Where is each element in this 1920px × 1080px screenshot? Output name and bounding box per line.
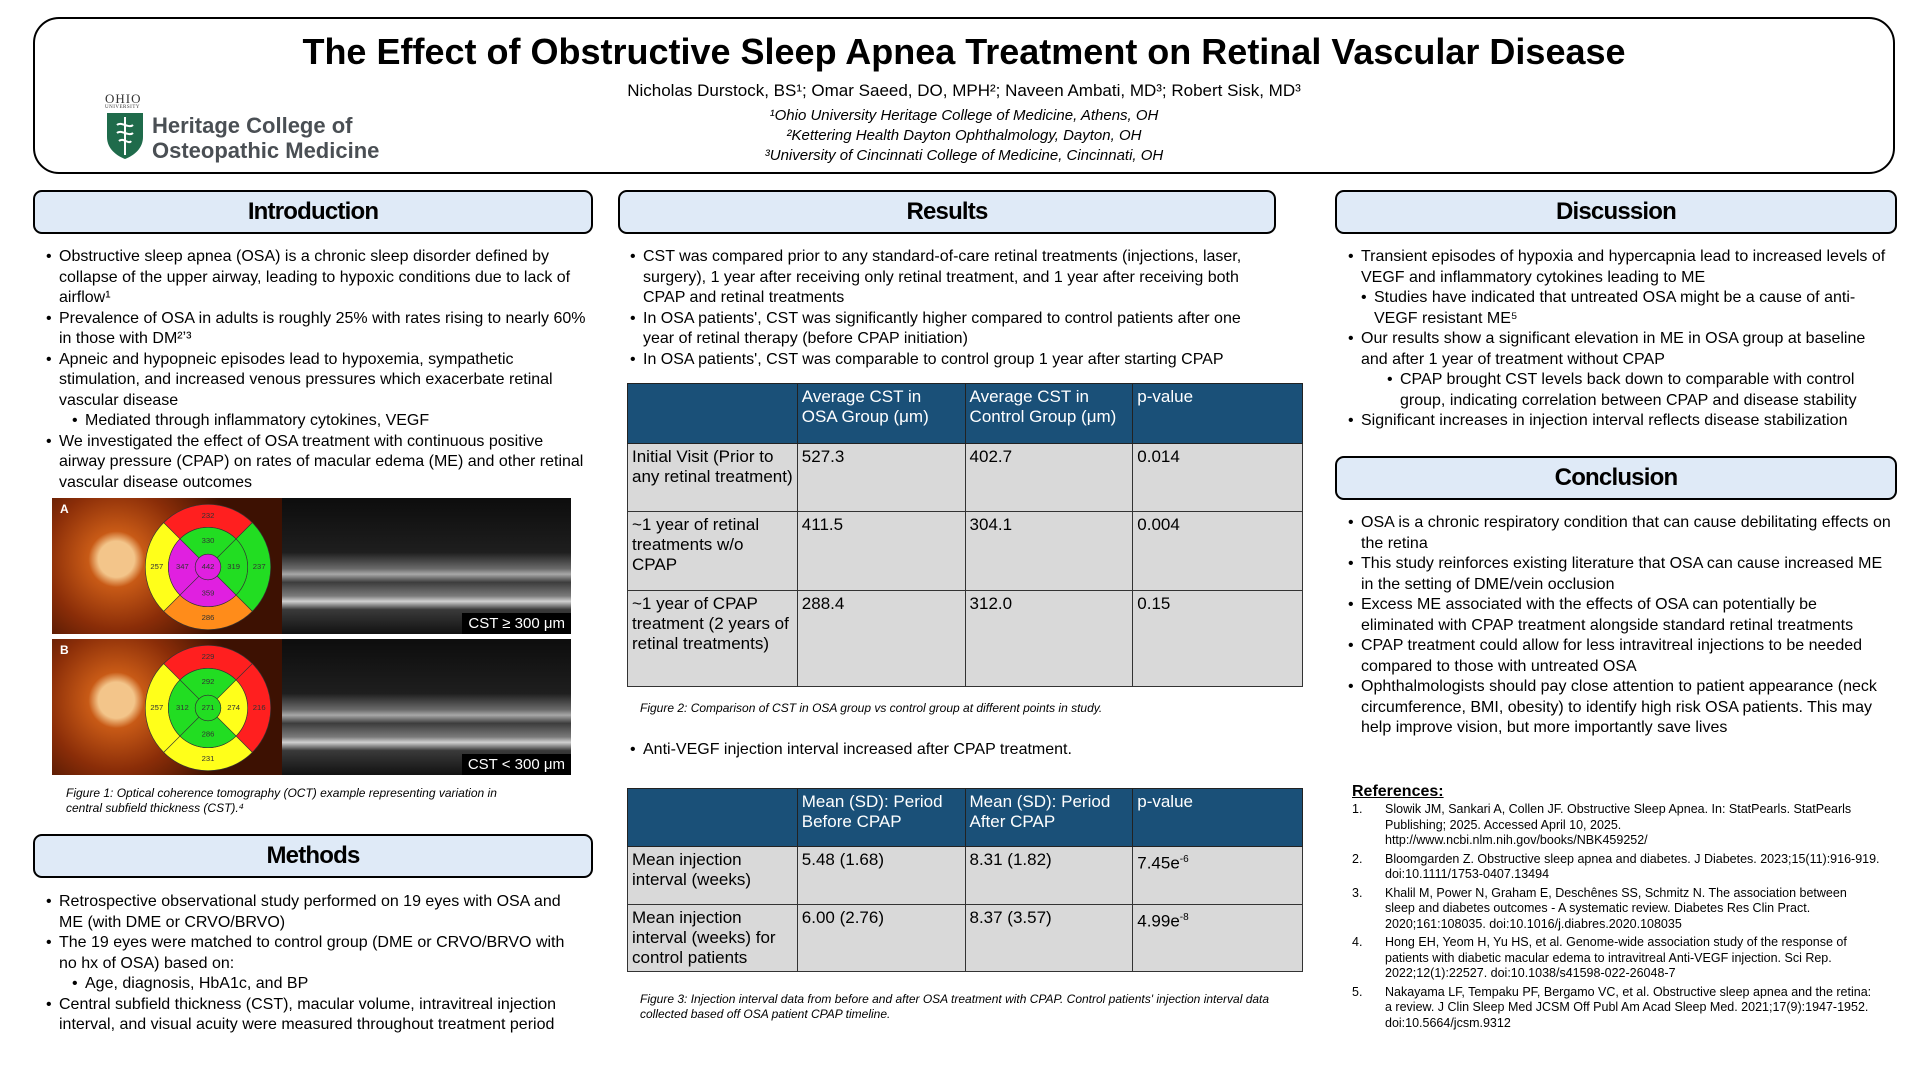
table-header-cell bbox=[628, 789, 798, 847]
logo-college-name: Heritage College of Osteopathic Medicine bbox=[152, 113, 380, 163]
cst-badge: CST < 300 μm bbox=[462, 754, 571, 775]
table-cell bbox=[1133, 847, 1303, 905]
figure-1-oct bbox=[52, 498, 571, 778]
table-cell: 8.31 (1.82) bbox=[965, 847, 1133, 905]
methods-list bbox=[46, 892, 586, 1036]
figure-2-caption: Figure 2: Comparison of CST in OSA group vs control group at different points in study. bbox=[640, 701, 1103, 715]
table-cell: 0.15 bbox=[1133, 591, 1303, 687]
table-header-cell bbox=[628, 384, 798, 444]
table-cell: 411.5 bbox=[797, 512, 965, 591]
poster-header bbox=[33, 17, 1895, 174]
reference-item: 4. Hong EH, Yeom H, Yu HS, et al. Genome-wide association study of the response of patients with diabetic macular edema to intravitreal Anti-VEGF injection. Sci Rep. 2022;12(1):22527. doi:10.1038/s41598-022-26048-7 bbox=[1352, 935, 1847, 980]
p-value-mantissa: 4.99e bbox=[1137, 911, 1180, 931]
table-header-cell: Average CST in OSA Group (μm) bbox=[797, 384, 965, 444]
list-item: • We investigated the effect of OSA treatment with continuous positive airway pressure (CPAP) on rates of macular edema (ME) and other retinal vascular disease outcomes bbox=[46, 432, 586, 494]
inner-right-value: 319 bbox=[227, 562, 241, 572]
list-item: • Transient episodes of hypoxia and hypercapnia lead to increased levels of VEGF and inflammatory cytokines leading to ME bbox=[1348, 247, 1893, 288]
p-value-mantissa: 7.45e bbox=[1137, 853, 1180, 873]
affiliation-3: ³University of Cincinnati College of Medicine, Cincinnati, OH bbox=[764, 147, 1164, 164]
list-item: • CPAP brought CST levels back down to comparable with control group, indicating correlation between CPAP and disease stability bbox=[1387, 370, 1893, 411]
table-cell: 0.004 bbox=[1133, 512, 1303, 591]
table-cell: 0.014 bbox=[1133, 444, 1303, 512]
panel-letter: B bbox=[60, 643, 69, 657]
panel-letter: A bbox=[60, 502, 69, 516]
inner-right-value: 274 bbox=[227, 703, 241, 713]
table-cell: 312.0 bbox=[965, 591, 1133, 687]
references-list bbox=[1352, 802, 1880, 1034]
table-cell: ~1 year of retinal treatments w/o CPAP bbox=[628, 512, 798, 591]
table-cell: 6.00 (2.76) bbox=[797, 905, 965, 972]
table-cell: 402.7 bbox=[965, 444, 1133, 512]
etdrs-map bbox=[144, 503, 272, 631]
outer-left-value: 257 bbox=[150, 562, 164, 572]
list-item: • Central subfield thickness (CST), macular volume, intravitreal injection interval, and visual acuity were measured throughout treatment period bbox=[46, 995, 586, 1036]
table-cell: 5.48 (1.68) bbox=[797, 847, 965, 905]
table-row bbox=[628, 905, 1303, 972]
list-item: • Apneic and hypopneic episodes lead to hypoxemia, sympathetic stimulation, and increased venous pressures which exacerbate retinal vascular disease bbox=[46, 350, 586, 412]
inner-top-value: 292 bbox=[201, 676, 215, 686]
inner-bottom-value: 286 bbox=[201, 729, 215, 739]
etdrs-map bbox=[144, 644, 272, 772]
outer-bottom-value: 286 bbox=[201, 613, 215, 623]
list-item: • Age, diagnosis, HbA1c, and BP bbox=[72, 974, 586, 995]
list-item: • CST was compared prior to any standard-of-care retinal treatments (injections, laser, surgery), 1 year after receiving only retinal treatment, and 1 year after receiving both CPAP and retinal treatments bbox=[630, 247, 1270, 309]
reference-item: 1. Slowik JM, Sankari A, Collen JF. Obstructive Sleep Apnea. In: StatPearls. StatPearls Publishing; 2025. Accessed April 10, 2025. http://www.ncbi.nlm.nih.gov/books/NBK459252/ bbox=[1352, 802, 1852, 847]
table-cell: 527.3 bbox=[797, 444, 965, 512]
outer-bottom-value: 231 bbox=[201, 754, 215, 764]
table-cell: 304.1 bbox=[965, 512, 1133, 591]
table-cell: 8.37 (3.57) bbox=[965, 905, 1133, 972]
figure-3-caption: Figure 3: Injection interval data from before and after OSA treatment with CPAP. Control patients' injection interval data collected based off OSA patient CPAP timeline. bbox=[640, 992, 1270, 1021]
figure-1-caption: Figure 1: Optical coherence tomography (OCT) example representing variation in central subfield thickness (CST).⁴ bbox=[66, 786, 497, 815]
affiliation-2: ²Kettering Health Dayton Ophthalmology, Dayton, OH bbox=[786, 127, 1142, 144]
conclusion-list bbox=[1348, 513, 1893, 739]
list-item: • In OSA patients', CST was significantly higher compared to control patients after one year of retinal therapy (before CPAP initiation) bbox=[630, 309, 1270, 350]
list-item: • Our results show a significant elevation in ME in OSA group at baseline and after 1 year of treatment without CPAP bbox=[1348, 329, 1893, 370]
cst-badge: CST ≥ 300 μm bbox=[462, 613, 571, 634]
introduction-list bbox=[46, 247, 586, 493]
results-injection-list bbox=[630, 740, 1270, 761]
list-item: • Significant increases in injection interval reflects disease stabilization bbox=[1348, 411, 1893, 432]
list-item: • This study reinforces existing literature that OSA can cause increased ME in the setting of DME/vein occlusion bbox=[1348, 554, 1893, 595]
table-header-cell: Average CST in Control Group (μm) bbox=[965, 384, 1133, 444]
poster-title: The Effect of Obstructive Sleep Apnea Treatment on Retinal Vascular Disease bbox=[302, 31, 1626, 72]
table-row bbox=[628, 512, 1303, 591]
discussion-list bbox=[1348, 247, 1893, 432]
table-header-cell: Mean (SD): Period Before CPAP bbox=[797, 789, 965, 847]
list-item: • CPAP treatment could allow for less intravitreal injections to be needed compared to those with untreated OSA bbox=[1348, 636, 1893, 677]
table-cell: ~1 year of CPAP treatment (2 years of retinal treatments) bbox=[628, 591, 798, 687]
table-row bbox=[628, 444, 1303, 512]
list-item: • OSA is a chronic respiratory condition that can cause debilitating effects on the retina bbox=[1348, 513, 1893, 554]
list-item: • Obstructive sleep apnea (OSA) is a chronic sleep disorder defined by collapse of the upper airway, leading to hypoxic conditions due to lack of airflow¹ bbox=[46, 247, 586, 309]
outer-right-value: 237 bbox=[252, 562, 266, 572]
cst-comparison-table bbox=[627, 383, 1303, 687]
list-item: • The 19 eyes were matched to control group (DME or CRVO/BRVO with no hx of OSA) based on: bbox=[46, 933, 586, 974]
table-cell: 288.4 bbox=[797, 591, 965, 687]
table-row bbox=[628, 847, 1303, 905]
table-cell: Initial Visit (Prior to any retinal treatment) bbox=[628, 444, 798, 512]
affiliation-1: ¹Ohio University Heritage College of Medicine, Athens, OH bbox=[769, 107, 1159, 124]
shield-icon bbox=[105, 111, 145, 161]
inner-top-value: 330 bbox=[201, 535, 215, 545]
list-item: • Mediated through inflammatory cytokines, VEGF bbox=[72, 411, 586, 432]
results-list bbox=[630, 247, 1270, 370]
logo-ohio-wordmark: OHIO UNIVERSITY bbox=[105, 91, 142, 110]
table-cell bbox=[1133, 905, 1303, 972]
center-value: 442 bbox=[201, 562, 215, 572]
list-item: • Studies have indicated that untreated OSA might be a cause of anti-VEGF resistant ME⁵ bbox=[1361, 288, 1893, 329]
list-item: • Ophthalmologists should pay close attention to patient appearance (neck circumference, BMI, obesity) to identify high risk OSA patients. This may help improve vision, but more importantly save lives bbox=[1348, 677, 1893, 739]
inner-left-value: 347 bbox=[175, 562, 189, 572]
list-item: • In OSA patients', CST was comparable to control group 1 year after starting CPAP bbox=[630, 350, 1270, 371]
discussion-heading: Discussion bbox=[1335, 190, 1897, 234]
reference-item: 3. Khalil M, Power N, Graham E, Deschênes SS, Schmitz N. The association between sleep and diabetes outcomes - A systematic review. Diabetes Res Clin Pract. 2020;161:108035. doi:10.1016/j.diabres.2020.108035 bbox=[1352, 885, 1847, 931]
reference-item: 5. Nakayama LF, Tempaku PF, Bergamo VC, et al. Obstructive sleep apnea and the retina: a review. J Clin Sleep Med JCSM Off Publ Am Acad Sleep Med. 2021;17(9):1947-1952. doi:10.5664/jcsm.9312 bbox=[1352, 984, 1872, 1030]
table-header-row bbox=[628, 384, 1303, 444]
college-logo bbox=[70, 91, 390, 163]
injection-interval-table bbox=[627, 788, 1303, 972]
oct-panel-a bbox=[52, 498, 571, 634]
list-item: • Anti-VEGF injection interval increased after CPAP treatment. bbox=[630, 740, 1270, 761]
methods-heading: Methods bbox=[33, 834, 593, 878]
table-header-cell: p-value bbox=[1133, 384, 1303, 444]
outer-left-value: 257 bbox=[150, 703, 164, 713]
table-header-row bbox=[628, 789, 1303, 847]
reference-item: 2. Bloomgarden Z. Obstructive sleep apnea and diabetes. J Diabetes. 2023;15(11):916-919. doi:10.1111/1753-0407.13494 bbox=[1352, 851, 1880, 881]
p-value-exponent: -8 bbox=[1179, 912, 1189, 923]
list-item: • Excess ME associated with the effects of OSA can potentially be eliminated with CPAP treatment alongside standard retinal treatments bbox=[1348, 595, 1893, 636]
center-value: 271 bbox=[201, 703, 215, 713]
outer-top-value: 232 bbox=[201, 510, 215, 520]
inner-left-value: 312 bbox=[175, 703, 189, 713]
table-row bbox=[628, 591, 1303, 687]
author-list: Nicholas Durstock, BS¹; Omar Saeed, DO, MPH²; Naveen Ambati, MD³; Robert Sisk, MD³ bbox=[627, 81, 1301, 100]
oct-panel-b bbox=[52, 639, 571, 775]
table-header-cell: p-value bbox=[1133, 789, 1303, 847]
table-cell: Mean injection interval (weeks) for control patients bbox=[628, 905, 798, 972]
list-item: • Prevalence of OSA in adults is roughly 25% with rates rising to nearly 60% in those with DM²ʼ³ bbox=[46, 309, 586, 350]
conclusion-heading: Conclusion bbox=[1335, 456, 1897, 500]
results-heading: Results bbox=[618, 190, 1276, 234]
outer-top-value: 229 bbox=[201, 651, 215, 661]
outer-right-value: 216 bbox=[252, 703, 266, 713]
table-header-cell: Mean (SD): Period After CPAP bbox=[965, 789, 1133, 847]
p-value-exponent: -6 bbox=[1179, 854, 1189, 865]
introduction-heading: Introduction bbox=[33, 190, 593, 234]
list-item: • Retrospective observational study performed on 19 eyes with OSA and ME (with DME or CRVO/BRVO) bbox=[46, 892, 586, 933]
table-cell: Mean injection interval (weeks) bbox=[628, 847, 798, 905]
references-title: References: bbox=[1352, 783, 1444, 800]
inner-bottom-value: 359 bbox=[201, 588, 215, 598]
